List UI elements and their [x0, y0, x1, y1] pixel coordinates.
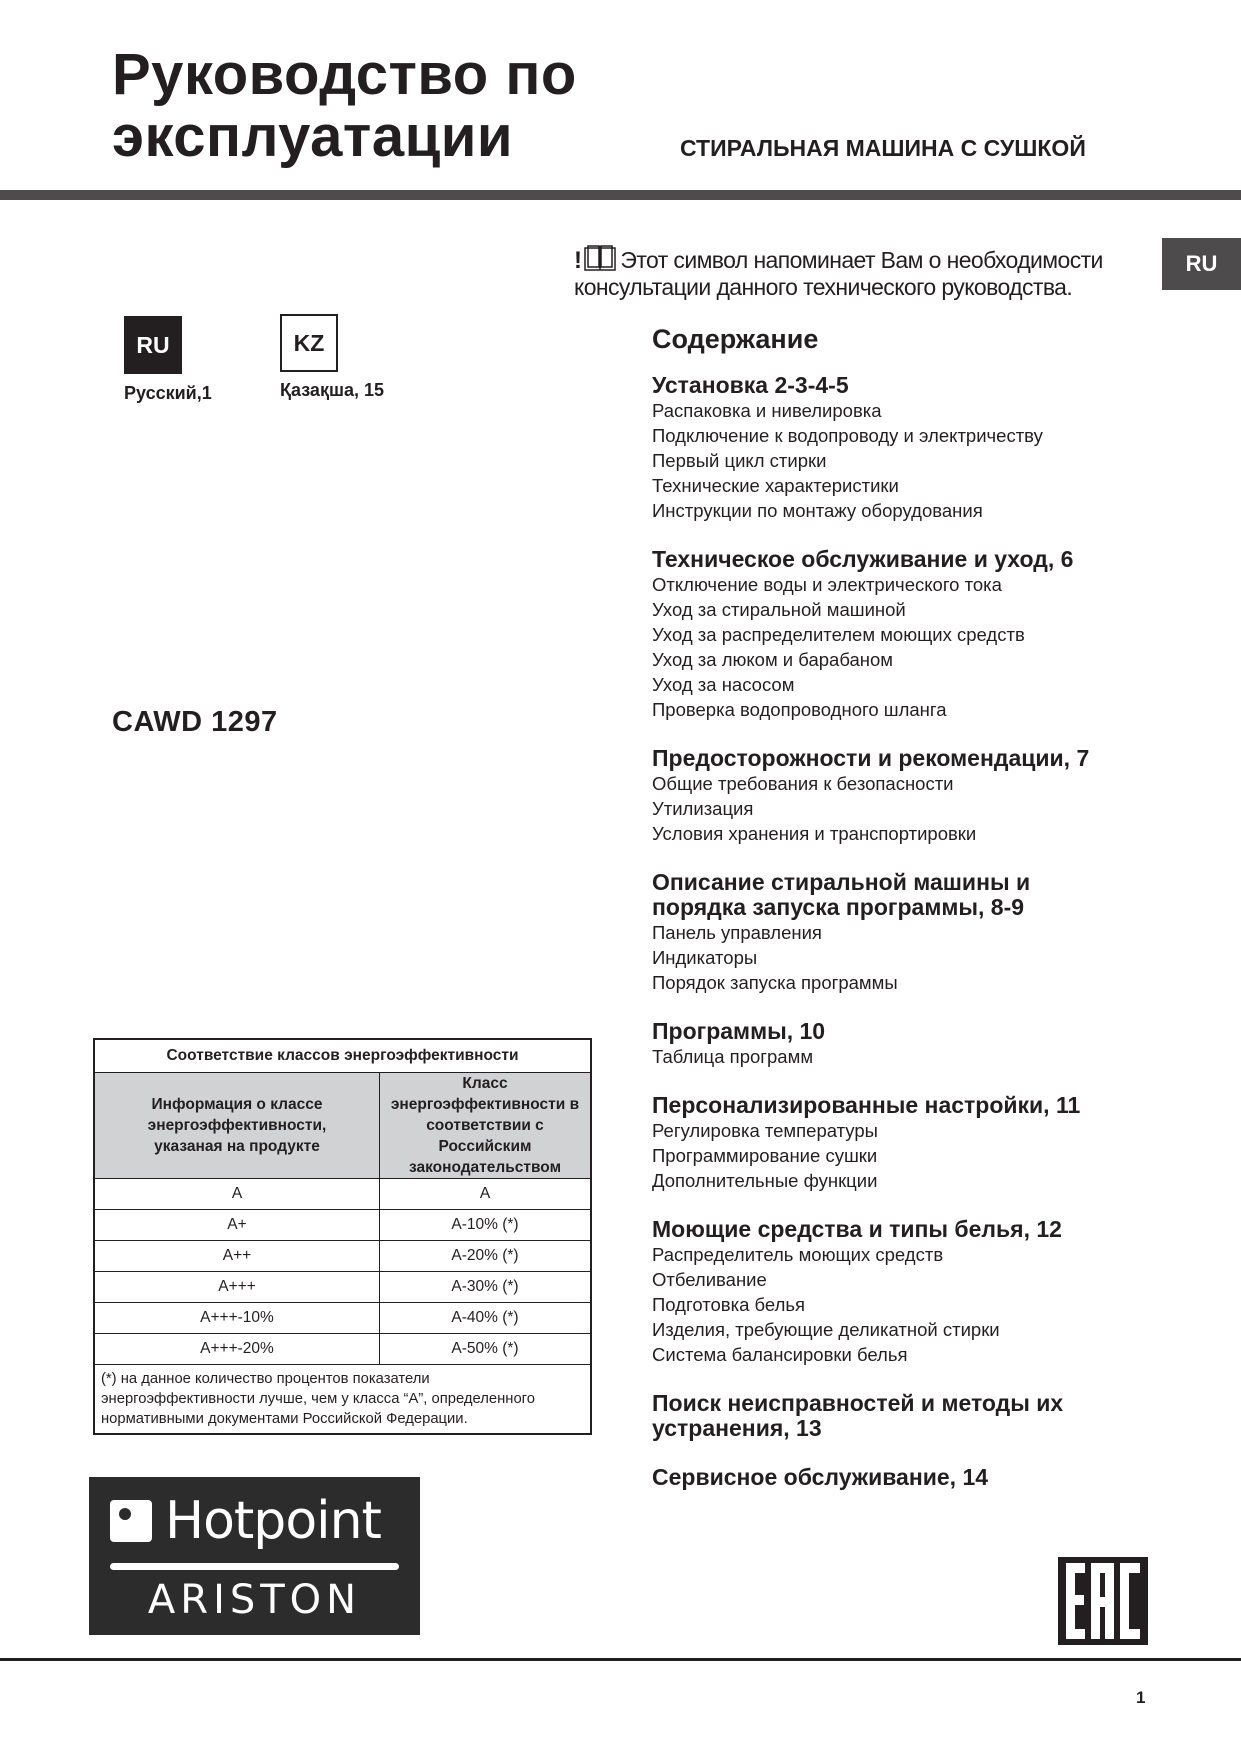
title-line-1: Руководство по	[112, 42, 577, 107]
header-divider	[0, 190, 1241, 200]
toc-item[interactable]: Панель управления	[652, 922, 822, 943]
brand-sub: ARISTON	[147, 1577, 362, 1623]
title-line-2: эксплуатации	[112, 104, 514, 169]
toc-item[interactable]: Проверка водопроводного шланга	[652, 699, 947, 720]
table-row	[94, 1210, 591, 1241]
toc-item[interactable]: Распределитель моющих средств	[652, 1244, 944, 1265]
toc-item[interactable]: Порядок запуска программы	[652, 972, 898, 993]
model-number: CAWD 1297	[112, 706, 278, 738]
toc-item[interactable]: Индикаторы	[652, 947, 758, 968]
energy-cell: A+++	[94, 1272, 380, 1303]
toc-item[interactable]: Дополнительные функции	[652, 1170, 878, 1191]
table-row	[94, 1303, 591, 1334]
lang-label-ru[interactable]: Русский,1	[124, 383, 212, 403]
toc-item[interactable]: Условия хранения и транспортировки	[652, 823, 977, 844]
toc-item[interactable]: Инструкции по монтажу оборудования	[652, 500, 983, 521]
energy-table-footnote: (*) на данное количество процентов показатели энергоэффективности лучше, чем у класса “A”, определенного нормативными документами Российской Федерации.	[94, 1365, 591, 1435]
table-row	[94, 1179, 591, 1210]
toc-section	[652, 1019, 1212, 1069]
energy-table-caption: Соответствие классов энергоэффективности	[94, 1039, 591, 1073]
toc-item[interactable]: Таблица программ	[652, 1046, 814, 1067]
table-of-contents	[652, 324, 1212, 1514]
toc-heading[interactable]: Моющие средства и типы белья, 12	[652, 1216, 1062, 1242]
toc-heading[interactable]: Техническое обслуживание и уход, 6	[652, 546, 1074, 572]
logo-divider	[110, 1563, 399, 1570]
toc-item[interactable]: Регулировка температуры	[652, 1120, 878, 1141]
toc-heading[interactable]: Персонализированные настройки, 11	[652, 1092, 1081, 1118]
logo-mark-icon	[110, 1500, 152, 1542]
energy-cell: A-20% (*)	[380, 1241, 592, 1272]
lang-badge-ru[interactable]: RU	[124, 316, 182, 374]
toc-section	[652, 1093, 1212, 1193]
toc-heading[interactable]: Сервисное обслуживание, 14	[652, 1464, 989, 1490]
toc-heading[interactable]: Описание стиральной машины и порядка запуска программы, 8-9	[652, 869, 1031, 920]
toc-section	[652, 373, 1212, 523]
page-number: 1	[1136, 1688, 1146, 1707]
toc-section	[652, 1465, 1212, 1490]
toc-item[interactable]: Технические характеристики	[652, 475, 899, 496]
language-tab-ru[interactable]: RU	[1162, 238, 1241, 290]
energy-cell: A+++-10%	[94, 1303, 380, 1334]
book-icon	[584, 245, 616, 271]
brand-name: Hotpoint	[165, 1491, 381, 1551]
energy-class-table	[93, 1038, 592, 1435]
notice-line-1: Этот символ напоминает Вам о необходимости	[620, 247, 1103, 273]
toc-section	[652, 870, 1212, 995]
table-row	[94, 1272, 591, 1303]
toc-item[interactable]: Уход за люком и барабаном	[652, 649, 894, 670]
toc-item[interactable]: Уход за распределителем моющих средств	[652, 624, 1025, 645]
toc-item[interactable]: Подготовка белья	[652, 1294, 806, 1315]
toc-item[interactable]: Система балансировки белья	[652, 1344, 908, 1365]
toc-item[interactable]: Общие требования к безопасности	[652, 773, 954, 794]
hotpoint-ariston-logo	[89, 1477, 420, 1635]
energy-header-product: Информация о классе энергоэффективности, указаная на продукте	[94, 1073, 380, 1179]
toc-item[interactable]: Подключение к водопроводу и электричеству	[652, 425, 1043, 446]
lang-badge-kz[interactable]: KZ	[280, 314, 338, 372]
energy-cell: A++	[94, 1241, 380, 1272]
toc-item[interactable]: Программирование сушки	[652, 1145, 878, 1166]
product-type: СТИРАЛЬНАЯ МАШИНА С СУШКОЙ	[680, 135, 1086, 161]
table-row	[94, 1334, 591, 1365]
toc-item[interactable]: Распаковка и нивелировка	[652, 400, 882, 421]
energy-cell: A+	[94, 1210, 380, 1241]
toc-item[interactable]: Уход за насосом	[652, 674, 795, 695]
toc-title: Содержание	[652, 324, 819, 354]
toc-item[interactable]: Изделия, требующие деликатной стирки	[652, 1319, 1000, 1340]
toc-item[interactable]: Утилизация	[652, 798, 754, 819]
energy-cell: A	[380, 1179, 592, 1210]
eac-certification-icon	[1058, 1557, 1148, 1645]
toc-section	[652, 746, 1212, 846]
logo-dot	[119, 1508, 131, 1520]
energy-header-russian: Класс энергоэффективности в соответствии с Российским законодательством	[380, 1073, 592, 1179]
notice-line-2: консультации данного технического руководства.	[574, 274, 1073, 300]
toc-heading[interactable]: Предосторожности и рекомендации, 7	[652, 745, 1090, 771]
toc-item[interactable]: Первый цикл стирки	[652, 450, 827, 471]
toc-item[interactable]: Уход за стиральной машиной	[652, 599, 906, 620]
energy-cell: A-40% (*)	[380, 1303, 592, 1334]
page-title	[112, 44, 577, 168]
table-row	[94, 1241, 591, 1272]
exclamation-icon: !	[574, 247, 582, 274]
toc-item[interactable]: Отбеливание	[652, 1269, 767, 1290]
lang-label-kz[interactable]: Қазақша, 15	[280, 380, 384, 400]
toc-section	[652, 547, 1212, 722]
energy-cell: A-10% (*)	[380, 1210, 592, 1241]
toc-section	[652, 1391, 1212, 1441]
footer-divider	[0, 1658, 1241, 1661]
toc-section	[652, 1217, 1212, 1367]
energy-cell: A	[94, 1179, 380, 1210]
toc-heading[interactable]: Программы, 10	[652, 1018, 826, 1044]
energy-cell: A-30% (*)	[380, 1272, 592, 1303]
toc-item[interactable]: Отключение воды и электрического тока	[652, 574, 1002, 595]
toc-heading[interactable]: Установка 2-3-4-5	[652, 372, 849, 398]
toc-heading[interactable]: Поиск неисправностей и методы их устранения, 13	[652, 1390, 1064, 1441]
energy-cell: A-50% (*)	[380, 1334, 592, 1365]
energy-cell: A+++-20%	[94, 1334, 380, 1365]
manual-notice	[574, 245, 1103, 301]
